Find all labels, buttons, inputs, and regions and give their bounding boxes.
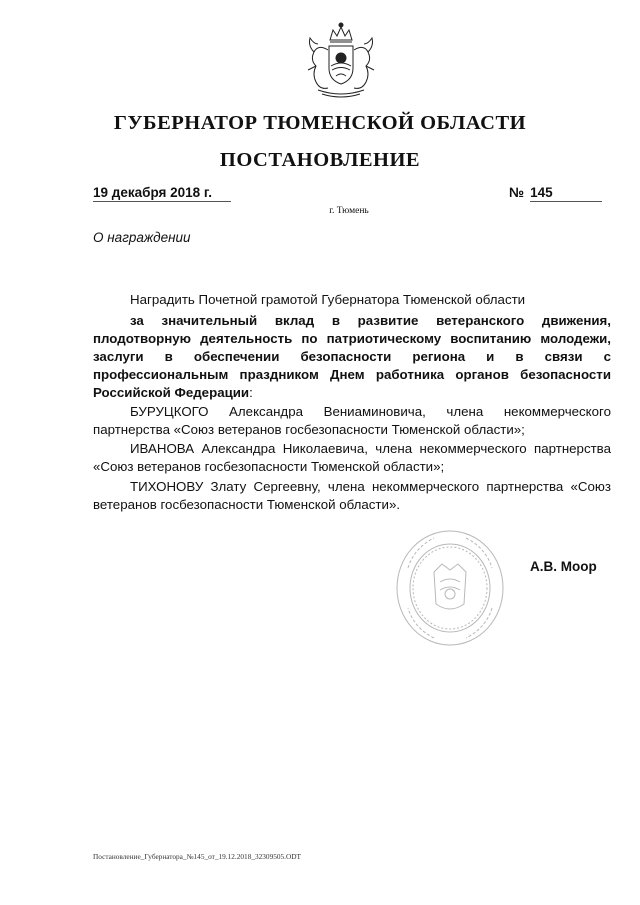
signature-name: А.В. Моор bbox=[530, 559, 597, 574]
document-number: 145 bbox=[530, 185, 602, 202]
body-reason bbox=[93, 312, 611, 402]
document-type-title: ПОСТАНОВЛЕНИЕ bbox=[219, 149, 421, 171]
reason-colon: : bbox=[249, 385, 253, 400]
coat-of-arms-icon bbox=[300, 20, 382, 98]
body-intro: Наградить Почетной грамотой Губернатора Тюменской области bbox=[130, 292, 526, 307]
awardee-paragraph: ТИХОНОВУ Злату Сергеевну, члена некоммерческого партнерства «Союз ветеранов госбезопасности Тюменской области». bbox=[93, 479, 611, 512]
awardee-paragraph: ИВАНОВА Александра Николаевича, члена некоммерческого партнерства «Союз ветеранов госбезопасности Тюменской области»; bbox=[93, 441, 611, 474]
document-number-block bbox=[509, 185, 605, 202]
footer-filename: Постановление_Губернатора_№145_от_19.12.2018_32309505.ODT bbox=[93, 852, 301, 861]
awardee-paragraph: БУРУЦКОГО Александра Вениаминовича, члена некоммерческого партнерства «Союз ветеранов госбезопасности Тюменской области»; bbox=[93, 404, 611, 437]
document-date: 19 декабря 2018 г. bbox=[93, 185, 231, 202]
number-sign: № bbox=[509, 185, 525, 200]
city-label: г. Тюмень bbox=[329, 206, 369, 216]
reason-text: за значительный вклад в развитие ветеранского движения, плодотворную деятельность по патриотическому воспитанию молодежи, заслуги в обеспечении безопасности региона и в связи с профессиональным праздником Днем работника органов безопасности Российской Федерации bbox=[93, 313, 611, 400]
official-seal-icon bbox=[394, 528, 506, 648]
document-subject: О награждении bbox=[93, 230, 191, 245]
government-title: ГУБЕРНАТОР ТЮМЕНСКОЙ ОБЛАСТИ bbox=[113, 112, 527, 134]
